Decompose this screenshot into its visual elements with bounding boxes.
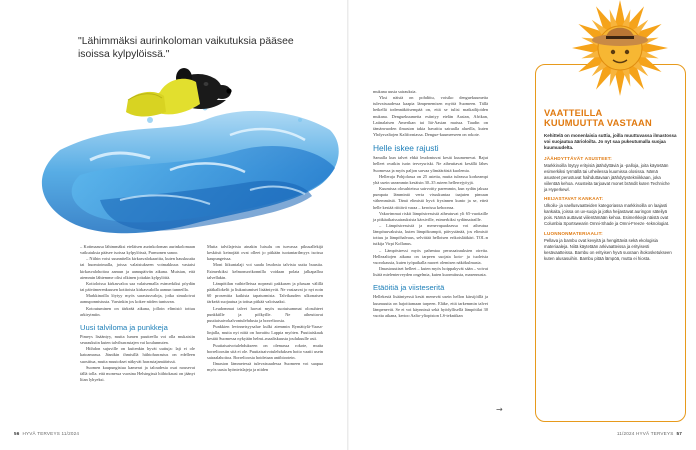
footer-right — [617, 431, 682, 436]
paragraph: – Lämpöstressi myös pahentaa perussairauksien oireita. Helleaaltojen aikana on tarpeen suojata koto- ja tuoleista vuorokausia, kuten työpaikalla nuoret olemisen näkökulmasta. — [373, 247, 488, 265]
continue-arrow-icon: → — [496, 405, 503, 414]
body-column-1 — [80, 244, 195, 383]
sidebar-section-heading: JÄÄHDYTTÄVÄT ASUSTEET: — [544, 156, 613, 161]
section-heading: Etäöitiä ja viisteseritä — [373, 283, 445, 293]
paragraph: Kotioloissa kirkasvaloa saa valaisemalla esimerkiksi pöydän tai päivämerenkuusen kotitoista kirkasvalolla aamun tunneilla. — [80, 280, 195, 293]
magazine-label: 11/2024 HYVÄ TERVEYS — [616, 431, 674, 436]
section-heading: Helle iskee rajusti — [373, 143, 439, 154]
paragraph: Punkkien levinneisyysalue kulki aiemmin Rymättylä-Vaasa-linjalla, mutta nyt niitä on havaittu Lappia myöten. Puutiaiskauk kestää Suomessa nykyään helmi–maaliskuusta joulukuulle asti. — [207, 324, 323, 342]
sidebar-section-text: Pellava ja bambu ovat kevyitä ja hengittäviä sekä ekologisia materiaaleja. Niitä käytetään arkivaatteissa ja erityisesti kesävaatteissa. Bambu on erityisen hyvä suoraan ihokosketukseen kuten alusasuihin. Bambu pitää lämpöä, mutta ei hiosta. — [544, 237, 672, 261]
paragraph: Samalla kun talvet ehkä leudontuvat kesät kuumenevat. Rajut helleet ovatkin isoin terveysriski. Ne aiheuttavat kesällä lähes Suomessa ja myös paljon sarvaa ylimääräistä kuolemia. — [373, 155, 488, 173]
paragraph: Moni liikuntalaji voi saada leudosta talvista uutta buustia. Esimerkiksi kelmonurrikonnilla voidaan polata jalkapalloa talvellakin. — [207, 262, 323, 280]
page-gutter — [347, 0, 349, 450]
magazine-label: HYVÄ TERVEYS 11/2024 — [22, 431, 80, 436]
paragraph: Ilmaston lämmetessä tulevaisuudessa Suomeen voi saapua myös uusia hyönteislajeja ja niiden — [207, 360, 323, 373]
paragraph: mukana uusia sairauksia. — [373, 89, 417, 94]
paragraph: – Kotimaassa lähimmäksi eteläisen aurinkoloman aurinkolomaan vaikutuksia pääsee isoissa kylpylöissä, Parmonen sanoo. — [80, 244, 195, 256]
paragraph: Kuumissa olosuhteissa sairvoitty paremmin, kun sydän jaksaa pumpata lämmintä verta vissukuntaa taajuten pimuun vähemmästä. Tämä elimistä hyvä frysinnen kunto ja se, etteä helle kestää riittävä varaa – keroissa kehoonsa. — [373, 186, 488, 210]
page-number: 56 — [14, 431, 20, 436]
section-heading: Uusi talviloma ja punkkeja — [80, 322, 168, 332]
paragraph: Ilmastouutiset helleet – kuten myös hoippakyvät sään – voivat lisätä mielenterveyden ongelmia, kuten kuormitusta, masennusta. — [373, 266, 488, 278]
paragraph: Leudommat talvet luovat myös suotuisammat olosuhteet punkkiille ja pölkyille. Ne aiheuttavat puutiaisaivokalvontulehdusta ja borrelioosia. — [207, 305, 323, 323]
paragraph: Lämpötilan vaihtelleissa nopeasti pakkasen ja plussan välillä pääkallokelit ja liukastumiset lisääntyvät. Ne vastaavat jo nyt noin 60 prosenttia kaikista tapaturmista. Talvikauden ulkonaisen tärkeää suojautua ja tottua pitkää valoisaaksi. — [207, 280, 323, 305]
paragraph: Hellekestä lisääntyessä kesät menevät usein hellon kärsijöillä ja kuumuutta on hajoittamaan tarpeen. Eläke, että tarkemmin talvet lämpenevät. Se ei voi käynnissä sekä hyödyllisellä lämpötilat 30 vuotta aikana, kertoo Aalto-yliopiston LS-tekniikan — [373, 294, 488, 318]
paragraph: Kotoutuminen on tärkeää aikana, jolloin elimistö tottuu arkirytmiin. — [80, 305, 195, 317]
paragraph: – Niihin voisi suunnitella kirkasvalokaariita, kuten hauskuutta tai huomioimalla, joissa valaistukseen voimakkuus vastaisi kirkasvalohoitoa aamun ja aamupäivän aikana. Muistan, että aiemmin lähtemme olisi olkinen joitakin kylpylöitä. — [80, 256, 195, 280]
paragraph: Yksi näistä on pohdittu, voisiko denguekuumetta tulevaisuudessa kaapia lämpenemisen myötä Suomeen. Tällä hetkellä todennäköisempää on, että se tulisi matkailijoiden mukana. Denguekuumetta esiintyy etelän Aasian, Afrikan, Latinalaisen Amerikan tai Itä-Aasian maissa. Taudin on tämänvuoden ilmaston takia havaittu sairaalla alueilla, kuten Yhdysvaltojen Kaliforniassa. Dengue-kuumeeseen on rokote. — [373, 95, 488, 138]
paragraph: Vakavimmat riskit lämpöstressistä aiheutuvat yli 65-vuotiaille ja pitkäaikaissairauksista kärsiville, esimerkiksi sydänsairaille. — [373, 210, 488, 222]
sidebar-section-text: Markkinoilla löytyy erityisiä jäähdyttäviä ja -palloja, joita käytetään esimerkiksi tyrmällä tai urheilessa kuumissa olosissa. Nämä asusteet perustuvat haihduttavaan jäähdytystekniikkaan, joka viilentää kehoa. Asusteita tarjoavat monet brändit kuten Techniche ja Hyperkewl. — [544, 162, 670, 192]
paragraph: Suomen kaupungistua kamerat ja taloudesta osat nousevat tällä tolla. että monessa vuosina Helsingissä hiihtokausi on jäänyt liian lyhyeksi. — [80, 364, 195, 382]
page-number: 57 — [676, 431, 682, 436]
sidebar-lead: Kehittelä on monenlaisia suttia, joilla muuttuvassa ilmastossa voi suojautua äärioloilta. Jo nyt saa pukeutumalla suojaa kuumuudelta. — [544, 133, 677, 150]
pull-quote: "Lähimmäksi aurinkoloman vaikutuksia pääsee isoissa kylpylöissä." — [78, 36, 294, 60]
body-column-2 — [207, 244, 323, 373]
paragraph: Pimeys lisääntyy, mutta lumen puutteella voi olla mukaisiin seurauksiin kuten talvihurrastajen vai koulunnuten. — [80, 333, 195, 346]
paragraph: Hiihdon sujuville on kuitenkin hyvät uuttuja: laji ei ole katoamassa. Jäsnikin ihmisillä hiihtoharrastus on edelleen suosittua, mutta muutokset näkyvät harrastajamäärissä. — [80, 346, 195, 364]
paragraph: Puutiaisaivotulehdukseen on olemassa rokote, mutta borrelioosiin sitä ei ole. Puutiaisaivotulehduksen hoito vaatii usein sairaalahoitoa. Borrelioosia hoidetaan antibiootein. — [207, 342, 323, 360]
sidebar-body — [544, 156, 672, 262]
paragraph: – Lämpöstressistä ja menevapaaksessa voi aiheutua lämpöuuvaksista, kuten lämpökrampit, päivystänää, jos elimistö tottuu ja lämpöhalvaus, selvittää helloisen erikoislääkäri. TOL:n tutkija Virpi Kollanus. — [373, 222, 488, 247]
sidebar-title: VAATTEILLA KUUMUUTTA VASTAAN — [544, 108, 652, 129]
sidebar-section-heading: LUONNONMATERIAALIT: — [544, 230, 603, 236]
body-column-3 — [373, 89, 488, 319]
sidebar-section-text: Ulkoilu- ja vaellusvaatteiden kategoriassa markkinoilla on laajasti kankaita, joissa on uv-suoja ja jotka heijastavat auringon säteilyä pois. Nämä auttavat viilentämään kehoa. Esimerkkejä näistä ovat Columbia Sportswearin Omni-Shade ja Omni-Freeze -teknologiat. — [544, 203, 670, 227]
paragraph: Mutta talvilajeista ainakin luisulu on turvassa pikusallekijä keskitsit keinojäät ovat olleet jo pitkään tuotantarilmyys isoissa kaupungeissa. — [207, 244, 323, 262]
sidebar-section-heading: HEIJASTAVAT KANKAAT: — [544, 196, 604, 202]
footer-left — [14, 431, 79, 436]
paragraph: Markkinoilla löytyy myös sarastusvaloja, jotka simuloivat aamuponnistusta. Varsinkin jos kokee niiden tuntuvan. — [80, 293, 195, 305]
paragraph: Helleraja Pohjolassa on 25 astetta, mutta tuleassa korkeampi yhä usein useammin kesäisin 30–35 asteen hellerrejyöyjä. — [373, 173, 488, 185]
